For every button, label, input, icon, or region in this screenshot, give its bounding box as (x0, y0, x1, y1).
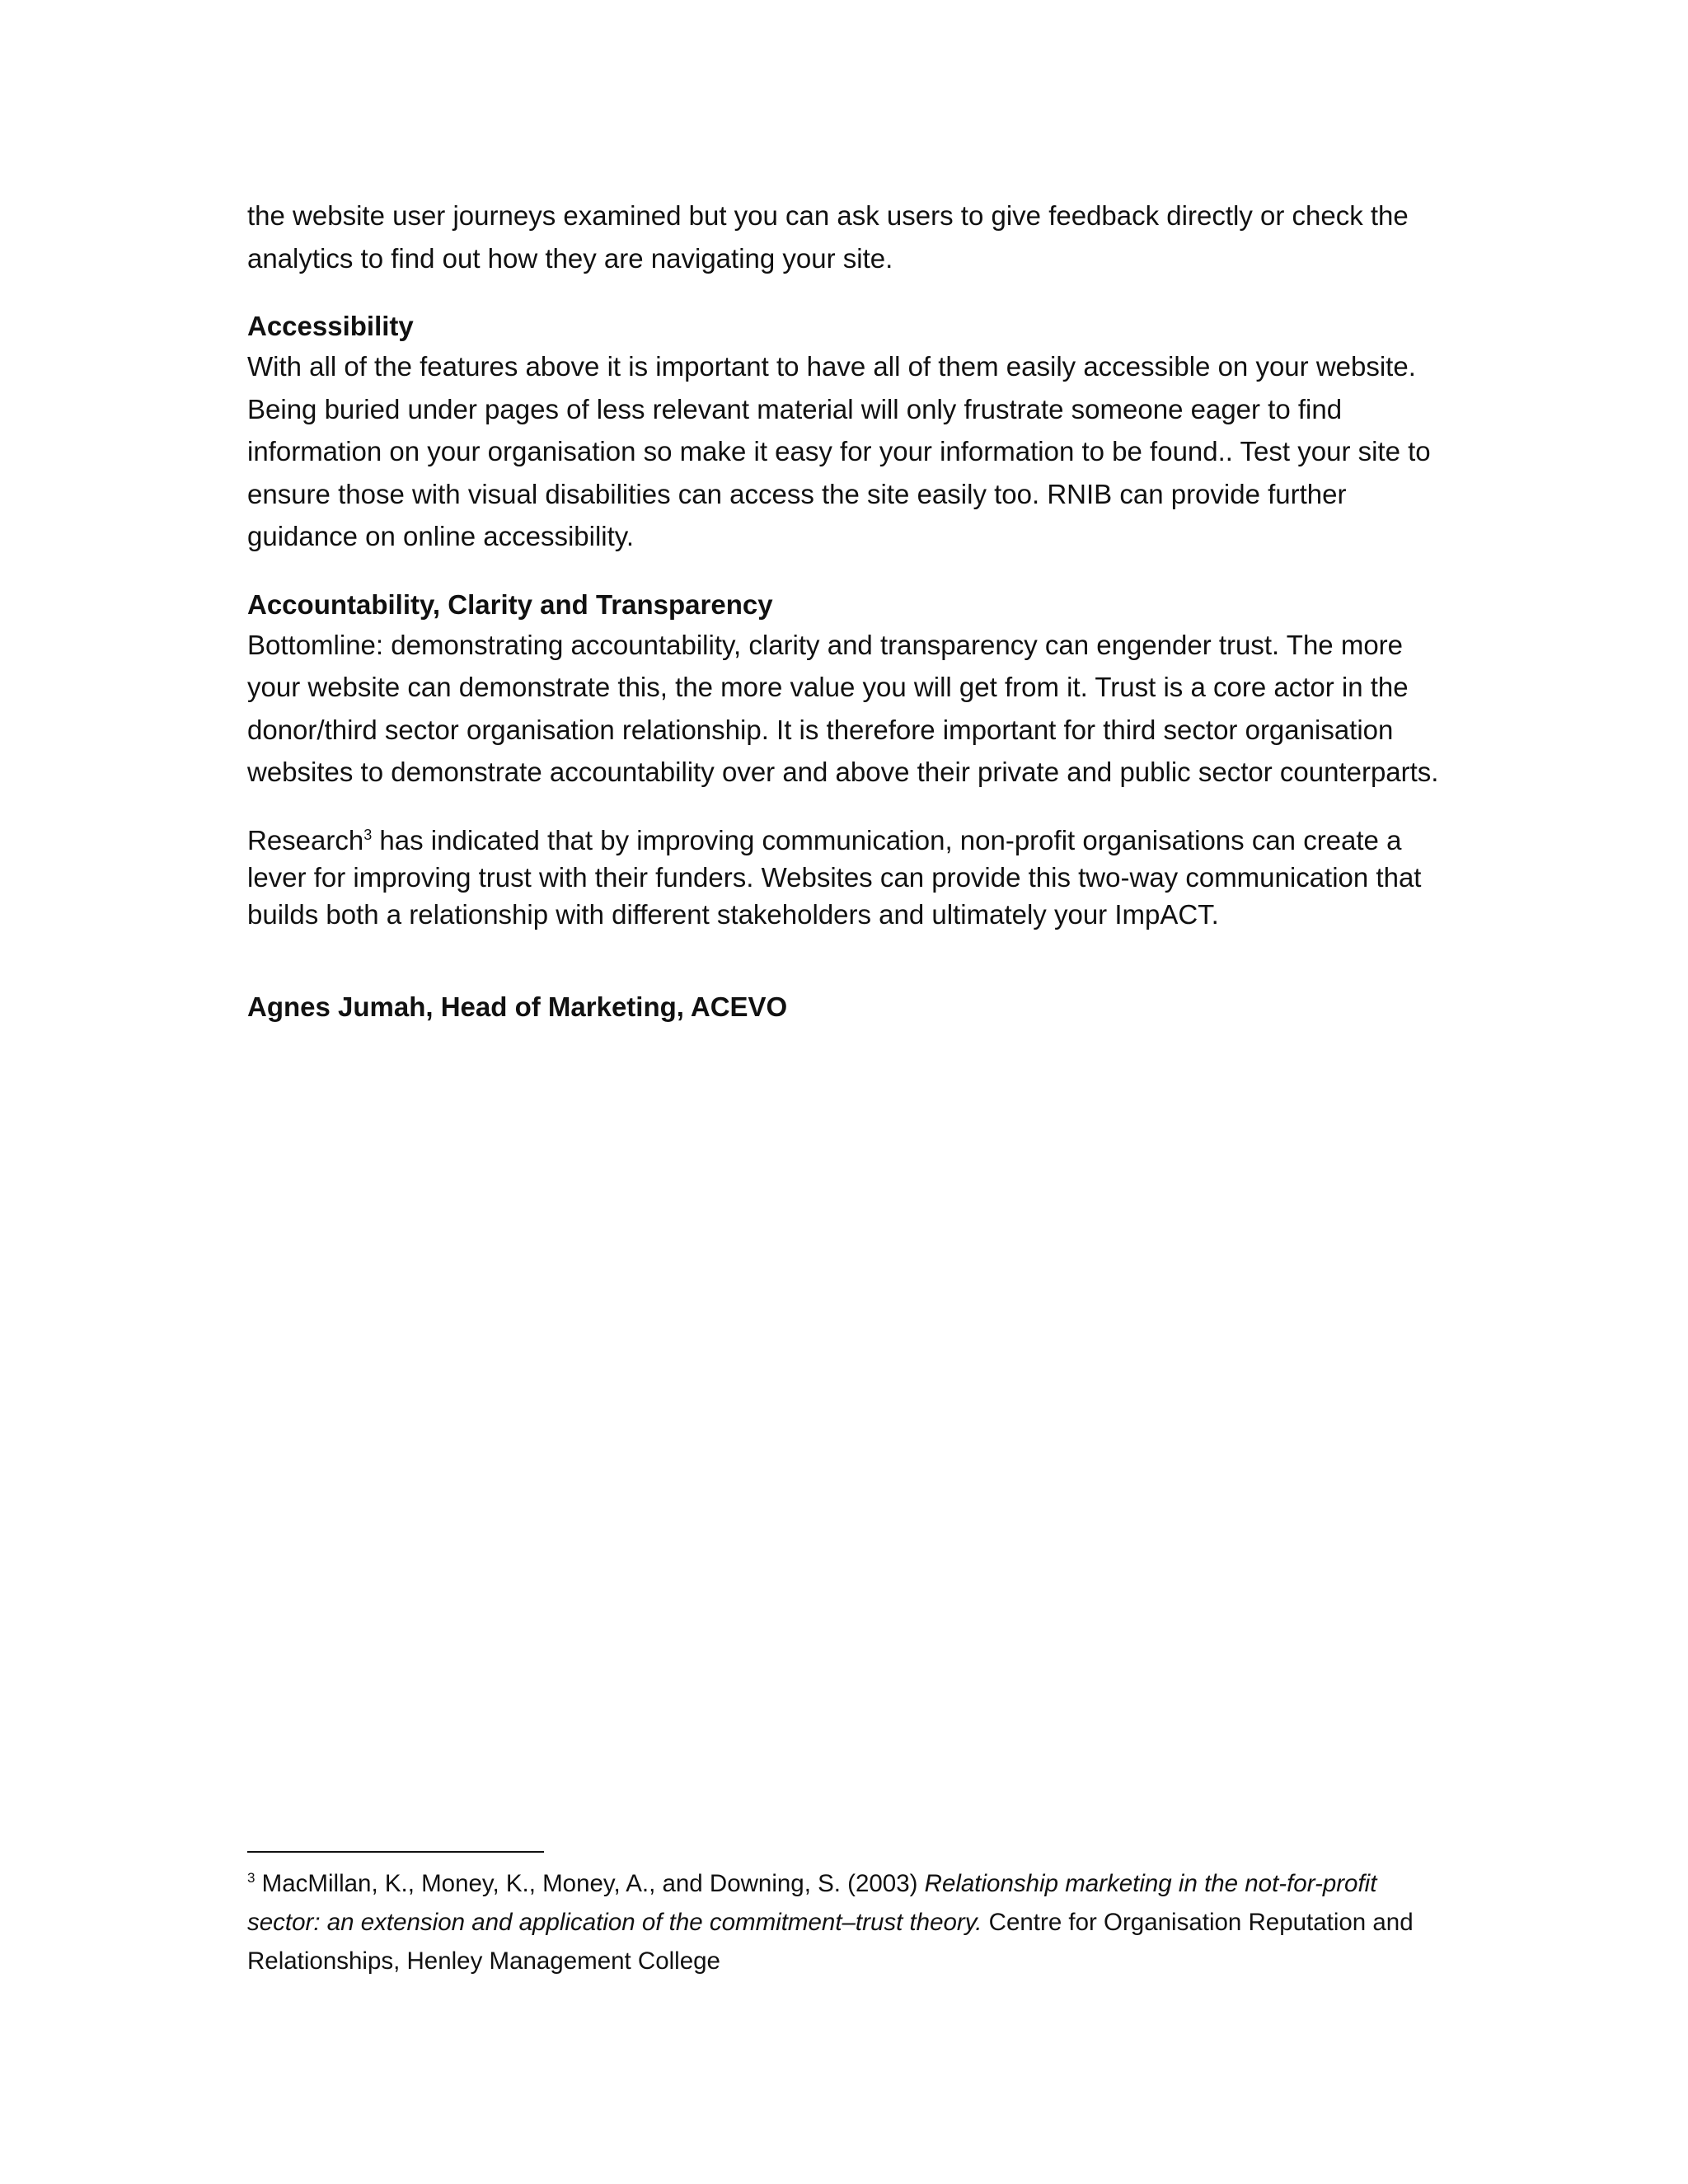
research-lead: Research (247, 824, 364, 855)
footnote-title: Relationship marketing in the not-for-profit sector: an extension and application of the commitment–trust theory. (247, 1870, 1377, 1936)
footnote-publisher: Centre for Organisation Reputation and Relationships, Henley Management College (247, 1909, 1414, 1975)
research-paragraph (247, 822, 1442, 933)
footnote-number: 3 (247, 1870, 256, 1886)
author-signature: Agnes Jumah, Head of Marketing, ACEVO (247, 991, 788, 1022)
intro-paragraph: the website user journeys examined but you can ask users to give feedback directly or check the analytics to find out how they are navigating your site. (247, 200, 1409, 274)
footnote-divider (247, 1851, 544, 1853)
accessibility-paragraph: With all of the features above it is important to have all of them easily accessible on your website. Being buried under pages of less relevant material will only frustrate someone eager to find information on your organisation so make it easy for your information to be found.. Test your site to ensure those with visual disabilities can access the site easily too. RNIB can provide further guidance on online accessibility. (247, 351, 1431, 551)
footnote-reference[interactable]: 3 (363, 826, 373, 843)
accountability-heading: Accountability, Clarity and Transparency (247, 588, 773, 620)
research-text: has indicated that by improving communication, non-profit organisations can create a lever for improving trust with their funders. Websites can provide this two-way communication that builds both a relationship with different stakeholders and ultimately your ImpACT. (247, 824, 1422, 930)
accessibility-heading: Accessibility (247, 311, 414, 341)
main-content (247, 194, 1442, 1056)
footnote (247, 1864, 1442, 1980)
footnote-authors: MacMillan, K., Money, K., Money, A., and Downing, S. (2003) (255, 1870, 925, 1897)
accountability-paragraph: Bottomline: demonstrating accountability, clarity and transparency can engender trust. The more your website can demonstrate this, the more value you will get from it. Trust is a core actor in the donor/third sector organisation relationship. It is therefore important for third sector organisation websites to demonstrate accountability over and above their private and public sector counterparts. (247, 629, 1439, 787)
